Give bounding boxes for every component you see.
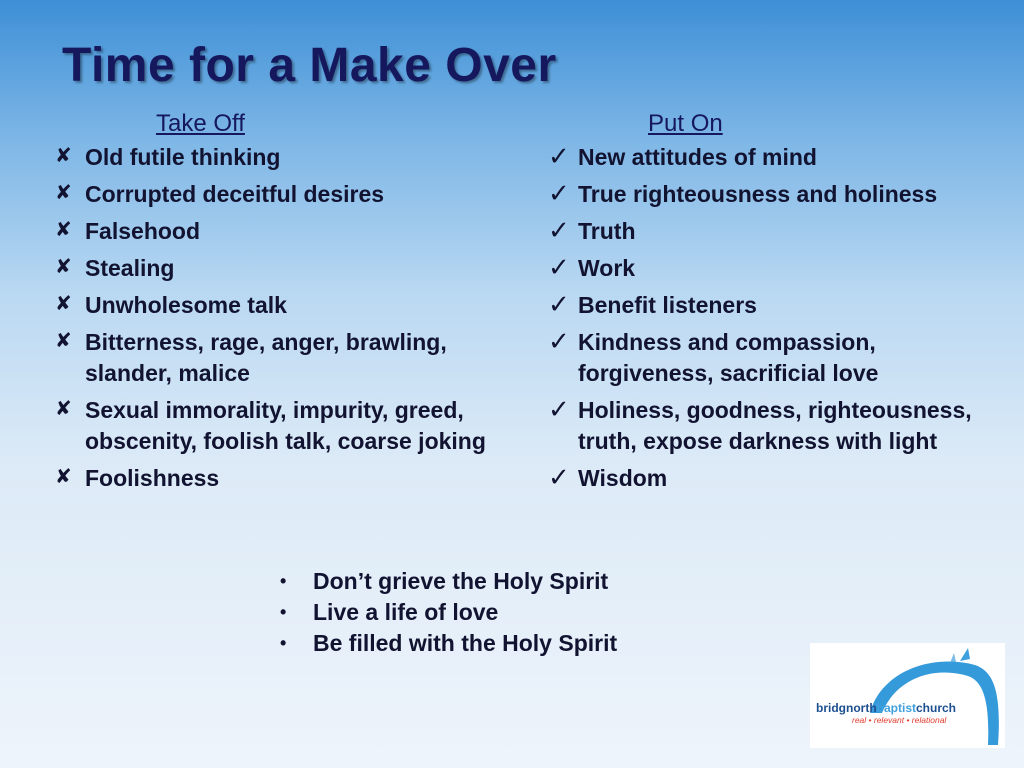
list-item-text: Work xyxy=(578,255,636,281)
list-item-text: Stealing xyxy=(85,255,175,281)
list-item xyxy=(548,216,998,247)
list-item-text: Kindness and compassion, forgiveness, sacrificial love xyxy=(578,329,879,386)
take-off-heading: Take Off xyxy=(156,110,245,137)
list-item xyxy=(548,290,998,321)
list-item-text: Sexual immorality, impurity, greed, obscenity, foolish talk, coarse joking xyxy=(85,397,486,454)
list-item xyxy=(548,327,998,389)
list-item-text: Bitterness, rage, anger, brawling, slander, malice xyxy=(85,329,447,386)
bullet-text: Live a life of love xyxy=(313,599,499,625)
check-mark-icon: ✓ xyxy=(548,326,570,356)
bullet-text: Don’t grieve the Holy Spirit xyxy=(313,568,609,594)
list-item xyxy=(548,395,998,457)
check-mark-icon: ✓ xyxy=(548,141,570,171)
check-mark-icon: ✓ xyxy=(548,462,570,492)
check-mark-icon: ✓ xyxy=(548,178,570,208)
list-item-text: Truth xyxy=(578,218,636,244)
cross-mark-icon: ✘ xyxy=(55,466,72,488)
list-item-text: Holiness, goodness, righteousness, truth, expose darkness with light xyxy=(578,397,972,454)
cross-mark-icon: ✘ xyxy=(55,398,72,420)
logo-name xyxy=(816,701,956,715)
bullet-point xyxy=(280,566,617,597)
bullet-icon: • xyxy=(280,633,287,653)
bullet-icon: • xyxy=(280,602,287,622)
put-on-heading: Put On xyxy=(648,110,723,137)
cross-mark-icon: ✘ xyxy=(55,293,72,315)
put-on-list xyxy=(548,142,998,494)
cross-mark-icon: ✘ xyxy=(55,182,72,204)
list-item xyxy=(55,179,525,210)
check-mark-icon: ✓ xyxy=(548,215,570,245)
swoosh-icon xyxy=(810,643,1005,748)
list-item-text: Foolishness xyxy=(85,465,220,491)
church-logo xyxy=(810,643,1005,748)
list-item-text: Benefit listeners xyxy=(578,292,757,318)
check-mark-icon: ✓ xyxy=(548,394,570,424)
list-item xyxy=(55,327,525,389)
list-item-text: True righteousness and holiness xyxy=(578,181,938,207)
list-item-text: New attitudes of mind xyxy=(578,144,817,170)
logo-tagline: real • relevant • relational xyxy=(852,715,947,725)
check-mark-icon: ✓ xyxy=(548,289,570,319)
take-off-list xyxy=(55,142,525,494)
cross-mark-icon: ✘ xyxy=(55,145,72,167)
put-on-column xyxy=(548,110,998,500)
cross-mark-icon: ✘ xyxy=(55,330,72,352)
logo-name-part3: church xyxy=(916,701,957,715)
bottom-points xyxy=(280,566,617,659)
logo-name-part2: baptist xyxy=(876,701,916,715)
list-item xyxy=(55,253,525,284)
take-off-column xyxy=(55,110,525,500)
cross-mark-icon: ✘ xyxy=(55,219,72,241)
list-item xyxy=(55,290,525,321)
list-item-text: Wisdom xyxy=(578,465,668,491)
cross-mark-icon: ✘ xyxy=(55,256,72,278)
list-item xyxy=(548,142,998,173)
check-mark-icon: ✓ xyxy=(548,252,570,282)
list-item xyxy=(548,463,998,494)
list-item xyxy=(55,216,525,247)
logo-name-part1: bridgnorth xyxy=(816,701,877,715)
slide-title: Time for a Make Over xyxy=(62,39,557,92)
bullet-text: Be filled with the Holy Spirit xyxy=(313,630,618,656)
list-item xyxy=(548,179,998,210)
list-item xyxy=(55,142,525,173)
bullet-icon: • xyxy=(280,571,287,591)
list-item xyxy=(55,395,525,457)
list-item-text: Unwholesome talk xyxy=(85,292,287,318)
list-item-text: Falsehood xyxy=(85,218,201,244)
list-item xyxy=(55,463,525,494)
list-item xyxy=(548,253,998,284)
list-item-text: Old futile thinking xyxy=(85,144,281,170)
list-item-text: Corrupted deceitful desires xyxy=(85,181,385,207)
bullet-point xyxy=(280,597,617,628)
bullet-point xyxy=(280,628,617,659)
